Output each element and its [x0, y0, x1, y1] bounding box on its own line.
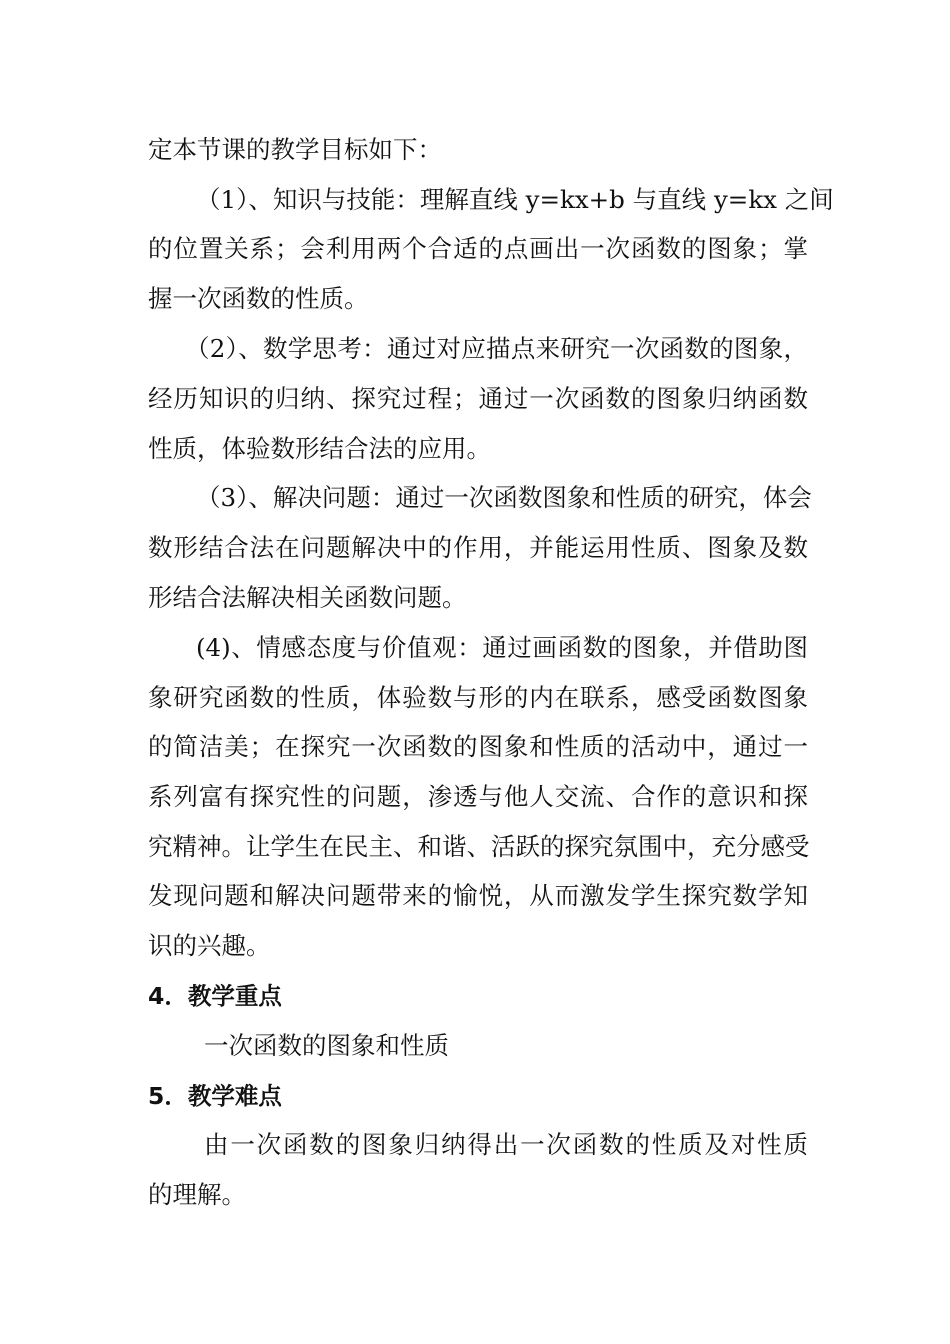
section-heading-key-points: 4．教学重点	[148, 982, 282, 1010]
goal-2-line-2: 经历知识的归纳、探究过程；通过一次函数的图象归纳函数	[148, 384, 808, 413]
goal-3-line-1: （3）、解决问题：通过一次函数图象和性质的研究，体会	[196, 483, 812, 512]
goal-1-line-3: 握一次函数的性质。	[148, 284, 369, 313]
goal-4-line-1: (4)、情感态度与价值观：通过画函数的图象，并借助图	[196, 633, 808, 662]
goal-4-line-4: 系列富有探究性的问题，渗透与他人交流、合作的意识和探	[148, 782, 808, 811]
goal-4-line-6: 发现问题和解决问题带来的愉悦，从而激发学生探究数学知	[148, 881, 808, 910]
goal-4-line-5: 究精神。让学生在民主、和谐、活跃的探究氛围中，充分感受	[148, 832, 810, 861]
key-points-text: 一次函数的图象和性质	[204, 1031, 449, 1060]
goal-1-line-2: 的位置关系；会利用两个合适的点画出一次函数的图象；掌	[148, 234, 808, 263]
goal-4-line-2: 象研究函数的性质，体验数与形的内在联系，感受函数图象	[148, 683, 808, 712]
difficulties-line-1: 由一次函数的图象归纳得出一次函数的性质及对性质	[204, 1130, 808, 1159]
goal-4-line-3: 的简洁美；在探究一次函数的图象和性质的活动中，通过一	[148, 732, 808, 761]
section-heading-difficulties: 5．教学难点	[148, 1082, 282, 1110]
goal-2-line-3: 性质，体验数形结合法的应用。	[148, 434, 491, 463]
difficulties-line-2: 的理解。	[148, 1180, 246, 1209]
goal-2-line-1: （2）、数学思考：通过对应描点来研究一次函数的图象，	[185, 334, 808, 363]
goal-3-line-3: 形结合法解决相关函数问题。	[148, 583, 467, 612]
goal-1-line-1: （1）、知识与技能：理解直线 y=kx+b 与直线 y=kx 之间	[196, 185, 834, 214]
goal-3-line-2: 数形结合法在问题解决中的作用，并能运用性质、图象及数	[148, 533, 808, 562]
intro-line: 定本节课的教学目标如下：	[148, 135, 442, 164]
goal-4-line-7: 识的兴趣。	[148, 931, 271, 960]
